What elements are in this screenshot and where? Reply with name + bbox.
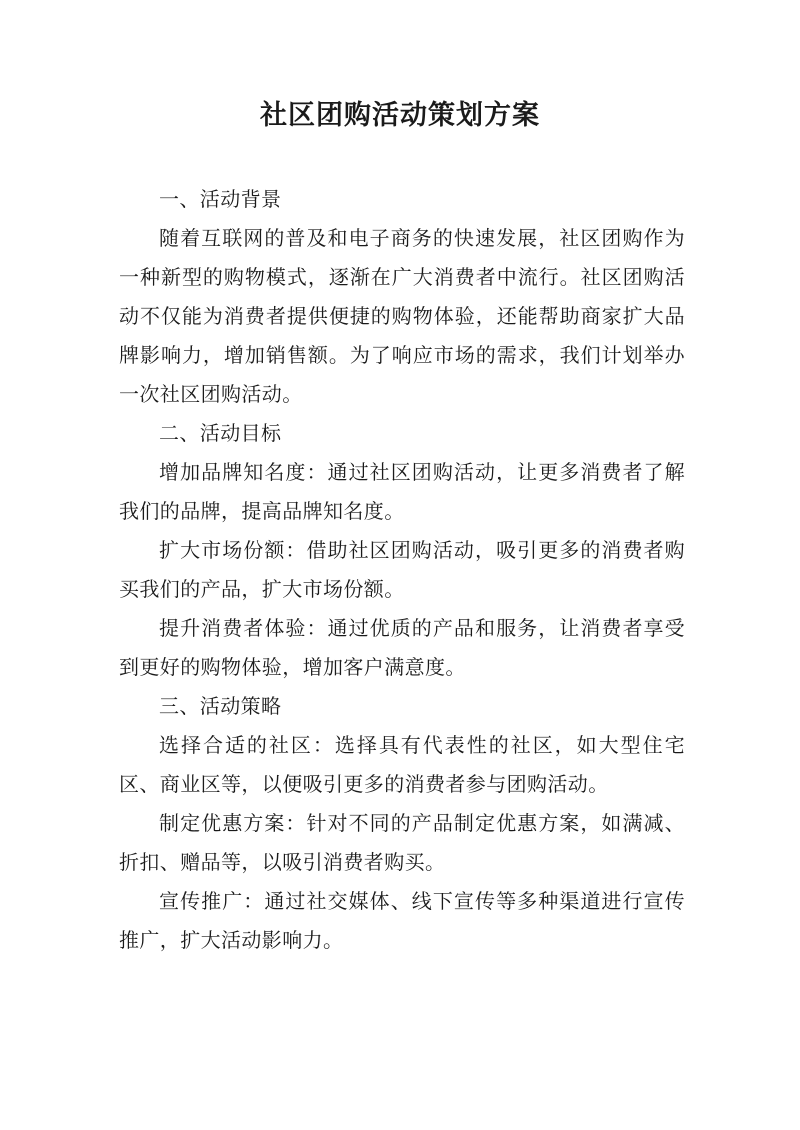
paragraph-strategy-community: 选择合适的社区：选择具有代表性的社区，如大型住宅区、商业区等，以便吸引更多的消费者参与团购活动。 — [119, 733, 685, 796]
paragraph-goal-market-share: 扩大市场份额：借助社区团购活动，吸引更多的消费者购买我们的产品，扩大市场份额。 — [119, 538, 685, 601]
paragraph-goal-brand-awareness: 增加品牌知名度：通过社区团购活动，让更多消费者了解我们的品牌，提高品牌知名度。 — [119, 460, 685, 523]
section-heading-goals: 二、活动目标 — [159, 421, 282, 445]
document-title: 社区团购活动策划方案 — [260, 100, 540, 131]
section-heading-background: 一、活动背景 — [159, 187, 282, 211]
paragraph-background: 随着互联网的普及和电子商务的快速发展，社区团购作为一种新型的购物模式，逐渐在广大消费者中流行。社区团购活动不仅能为消费者提供便捷的购物体验，还能帮助商家扩大品牌影响力，增加销售额。为了响应市场的需求，我们计划举办一次社区团购活动。 — [119, 226, 685, 406]
paragraph-goal-consumer-experience: 提升消费者体验：通过优质的产品和服务，让消费者享受到更好的购物体验，增加客户满意度。 — [119, 616, 685, 679]
paragraph-strategy-promotion: 宣传推广：通过社交媒体、线下宣传等多种渠道进行宣传推广，扩大活动影响力。 — [119, 889, 685, 952]
paragraph-strategy-discount: 制定优惠方案：针对不同的产品制定优惠方案，如满减、折扣、赠品等，以吸引消费者购买。 — [119, 811, 685, 874]
document-body — [119, 180, 685, 960]
section-heading-strategy: 三、活动策略 — [159, 694, 282, 718]
